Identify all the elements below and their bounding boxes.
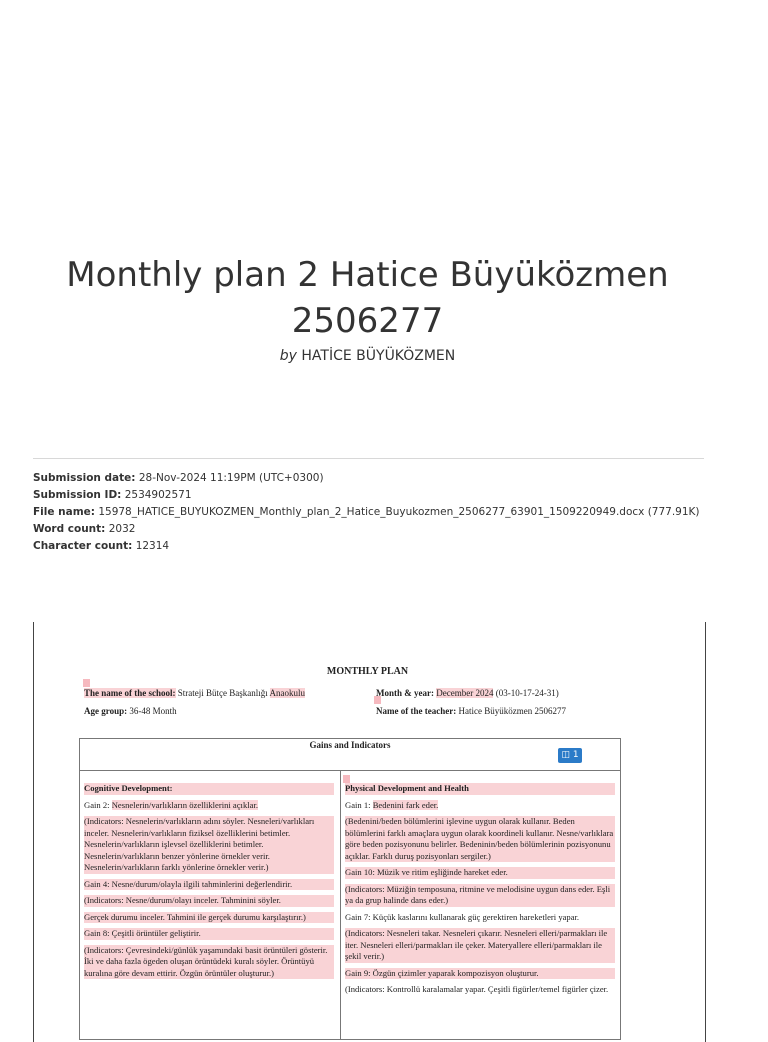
month-field: Month & year: December 2024 (03-10-17-24-31) (376, 688, 559, 698)
highlight-marker (343, 775, 350, 783)
right-column (345, 783, 615, 1001)
meta-submission-id: Submission ID: 2534902571 (33, 489, 192, 501)
gain-9: Gain 9: Özgün çizimler yaparak kompozisyon oluşturur. (345, 968, 615, 980)
gain-1-indicators: (Bedenini/beden bölümlerini işlevine uygun olarak kullanır. Beden bölümlerini farklı amaçlara uygun olarak koordineli kullanır. Nesne/varlıklara göre beden pozisyonunu belirler. Bedeninin/beden bölümlerinin pozisyonunu açıklar. Farklı duruş pozisyonları sergiler.) (345, 816, 614, 861)
gain-9-indicators: (Indicators: Kontrollü karalamalar yapar. Çeşitli figürler/temel figürler çizer. (345, 984, 609, 994)
page-title: Monthly plan 2 Hatice Büyüközmen 2506277 (66, 255, 669, 341)
left-heading: Cognitive Development: (84, 783, 334, 795)
age-field: Age group: 36-48 Month (84, 706, 177, 716)
comment-icon: ◫ (561, 750, 570, 760)
gain-10: Gain 10: Müzik ve ritim eşliğinde hareket eder. (345, 867, 615, 879)
gain-7-indicators: (Indicators: Nesneleri takar. Nesneleri çıkarır. Nesneleri elleri/parmakları ile iter. Nesneleri elleri/parmakları ile çeker. Materyallere elleri/parmakları ile şekil verir.) (345, 928, 615, 963)
gain-8: Gain 8: Çeşitli örüntüler geliştirir. (84, 928, 334, 940)
by-label: by (279, 348, 297, 364)
left-column (84, 783, 334, 984)
gain-8-indicators: (Indicators: Çevresindeki/günlük yaşamındaki basit örüntüleri gösterir. İki ve daha fazla ögeden oluşan örüntüdeki kuralı söyler. Örüntüyü kuralına göre devam ettirir. Özgün örüntüler oluşturur.) (84, 945, 334, 980)
right-heading: Physical Development and Health (345, 783, 615, 795)
author-name: HATİCE BÜYÜKÖZMEN (301, 348, 456, 364)
meta-word-count: Word count: 2032 (33, 523, 136, 535)
teacher-field: Name of the teacher: Hatice Büyüközmen 2506277 (376, 706, 566, 716)
gain-2: Gain 2: Nesnelerin/varlıkların özelliklerini açıklar. (84, 799, 258, 810)
comment-badge[interactable]: ◫ 1 (558, 748, 582, 763)
gain-4: Gain 4: Nesne/durum/olayla ilgili tahminlerini değerlendirir. (84, 879, 334, 891)
gain-1: Gain 1: Bedenini fark eder. (345, 799, 439, 810)
meta-file-name: File name: 15978_HATICE_BUYUKOZMEN_Monthly_plan_2_Hatice_Buyukozmen_2506277_63901_1509220949.docx (777.91K) (33, 506, 700, 518)
doc-title: MONTHLY PLAN (326, 666, 409, 677)
byline (0, 348, 735, 364)
column-divider (340, 770, 341, 1040)
gain-4-indicators-2: Gerçek durumu inceler. Tahmini ile gerçek durumu karşılaştırır.) (84, 912, 334, 924)
table-title: Gains and Indicators (80, 739, 620, 771)
gain-4-indicators: (Indicators: Nesne/durum/olayı inceler. Tahminini söyler. (84, 895, 334, 907)
gain-2-indicators: (Indicators: Nesnelerin/varlıkların adını söyler. Nesneleri/varlıkları inceler. Nesnelerin/varlıkların fiziksel özelliklerini betimler. Nesnelerin/varlıkların işlevsel özelliklerini betimler. Nesnelerin/varlıkların benzer yönlerine örnekler verir. Nesnelerin/varlıkların farklı yönlerine örnekler verir.) (84, 816, 334, 874)
header (0, 252, 735, 364)
submission-meta (33, 470, 700, 555)
school-field: The name of the school: Strateji Bütçe Başkanlığı Anaokulu (84, 688, 305, 698)
highlight-marker (83, 679, 90, 687)
gain-10-indicators: (Indicators: Müziğin temposuna, ritmine ve melodisine uygun dans eder. Eşli ya da grup halinde dans eder.) (345, 884, 615, 907)
meta-submission-date: Submission date: 28-Nov-2024 11:19PM (UTC+0300) (33, 472, 324, 484)
gain-7: Gain 7: Küçük kaslarını kullanarak güç gerektiren hareketleri yapar. (345, 911, 580, 922)
divider (33, 458, 704, 459)
gains-table (79, 738, 621, 1040)
meta-character-count: Character count: 12314 (33, 540, 170, 552)
